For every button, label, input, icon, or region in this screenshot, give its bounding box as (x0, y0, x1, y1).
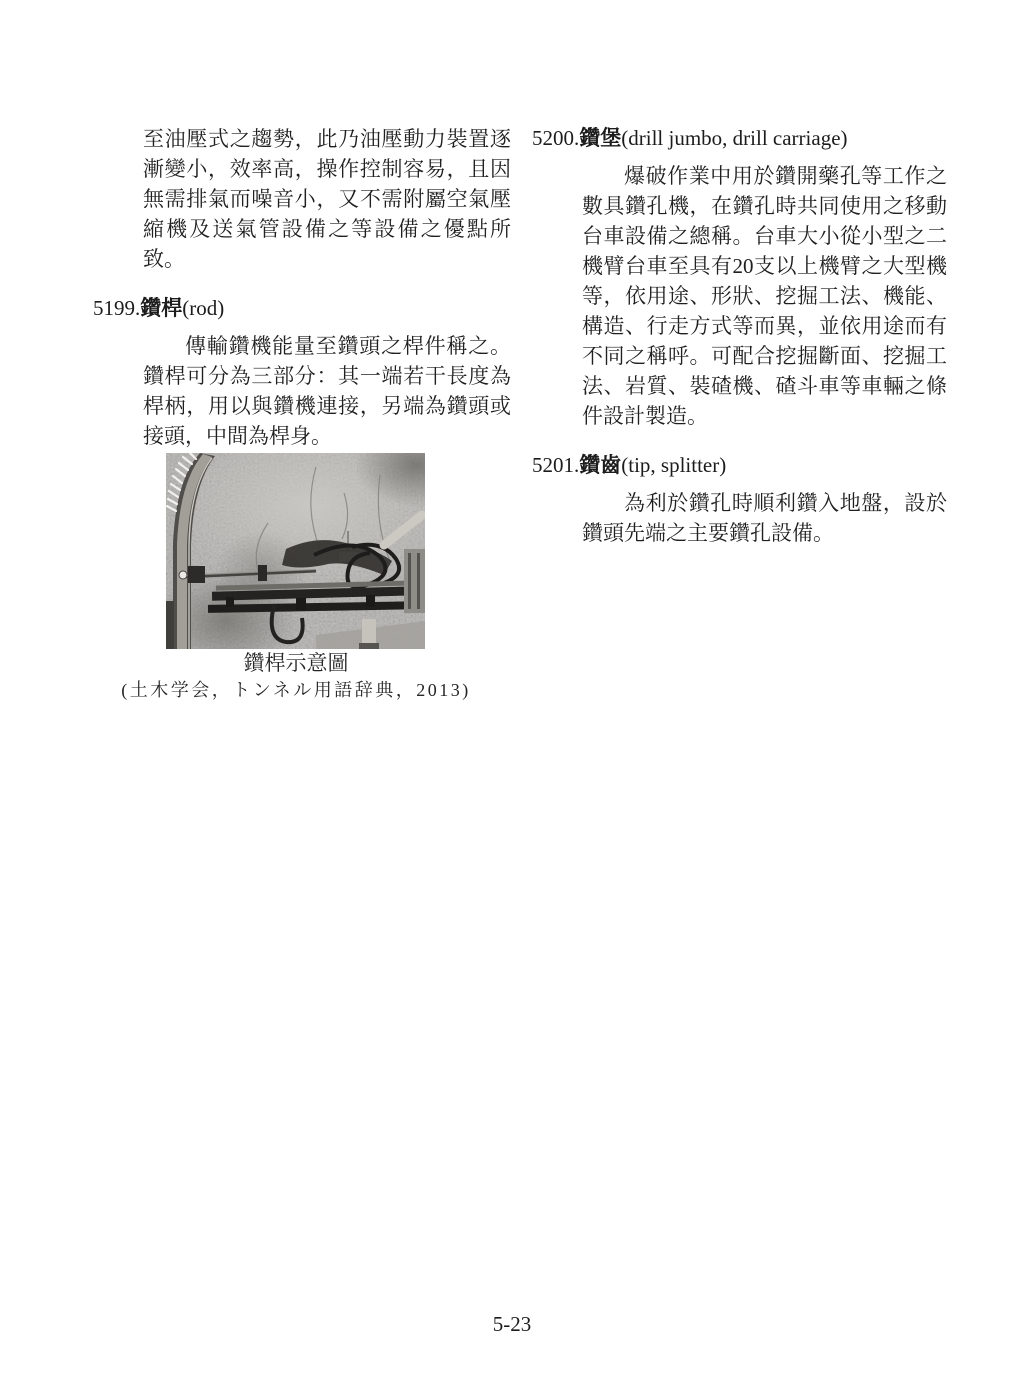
entry-english-5199: (rod) (182, 296, 225, 320)
entry-english-5201: (tip, splitter) (621, 453, 727, 477)
drill-rod-photo (166, 453, 425, 649)
entry-definition-5199: 傳輸鑽機能量至鑽頭之桿件稱之。鑽桿可分為三部分：其一端若干長度為桿柄，用以與鑽機連接，另端為鑽頭或接頭，中間為桿身。 (143, 334, 511, 448)
entry-definition-5201: 為利於鑽孔時順利鑽入地盤，設於鑽頭先端之主要鑽孔設備。 (582, 491, 947, 545)
figure-caption: 鑽桿示意圖 (243, 651, 349, 675)
figure-drill-rod (121, 453, 471, 703)
right-column (532, 124, 947, 548)
figure-source: (土木学会，トンネル用語辞典，2013) (121, 680, 471, 700)
continuation-paragraph: 至油壓式之趨勢，此乃油壓動力裝置逐漸變小，效率高，操作控制容易，且因無需排氣而噪音小，又不需附屬空氣壓縮機及送氣管設備之等設備之優點所致。 (143, 127, 511, 271)
entry-english-5200: (drill jumbo, drill carriage) (621, 126, 848, 150)
entry-heading-5200 (532, 124, 947, 153)
entry-number-5201: 5201. (532, 453, 580, 477)
entry-number-5199: 5199. (93, 296, 141, 320)
entry-definition-5200: 爆破作業中用於鑽開藥孔等工作之數具鑽孔機，在鑽孔時共同使用之移動台車設備之總稱。台車大小從小型之二機臂台車至具有20支以上機臂之大型機等，依用途、形狀、挖掘工法、機能、構造、行走方式等而異，並依用途而有不同之稱呼。可配合挖掘斷面、挖掘工法、岩質、裝碴機、碴斗車等車輛之條件設計製造。 (582, 164, 947, 428)
entry-term-5200: 鑽堡 (579, 126, 622, 150)
entry-number-5200: 5200. (532, 126, 580, 150)
entry-term-5199: 鑽桿 (140, 296, 183, 320)
figure-captions (96, 649, 496, 703)
entry-heading-5199 (93, 294, 511, 323)
entry-term-5201: 鑽齒 (579, 453, 622, 477)
entry-heading-5201 (532, 451, 947, 480)
left-column (93, 124, 511, 703)
page-number: 5-23 (492, 1312, 532, 1336)
